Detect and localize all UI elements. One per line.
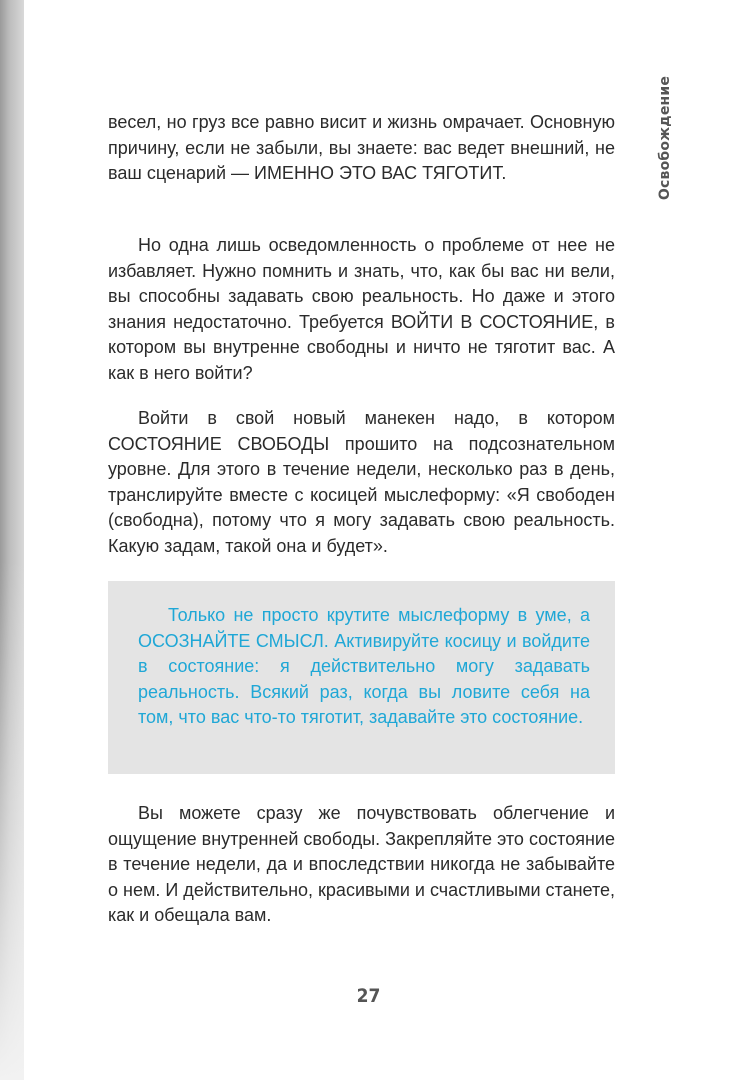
paragraph-4: Вы можете сразу же почувствовать облегчение и ощущение внутренней свободы. Закрепляйте это состояние в течение недели, да и впоследствии никогда не забывайте о нем. И действительно, красивыми и счастливыми станете, как и обещала вам. — [108, 803, 615, 926]
paragraph-3: Войти в свой новый манекен надо, в котором СОСТОЯНИЕ СВОБОДЫ прошито на подсознательном уровне. Для этого в течение недели, несколько раз в день, транслируйте вместе с косицей мыслеформу: «Я свободен (свободна), потому что я могу задавать свою реальность. Какую задам, такой она и будет». — [108, 408, 615, 556]
highlight-text: Только не просто крутите мыслеформу в уме, а ОСОЗНАЙТЕ СМЫСЛ. Активируйте косицу и войдите в состояние: я действительно могу задавать реальность. Всякий раз, когда вы ловите себя на том, что вас что-то тяготит, задавайте это состояние. — [138, 605, 590, 728]
highlight-box — [108, 581, 615, 774]
paragraph-1: весел, но груз все равно висит и жизнь омрачает. Основную причину, если не забыли, вы знаете: вас ведет внешний, не ваш сценарий — ИМЕННО ЭТО ВАС ТЯГОТИТ. — [108, 112, 615, 184]
page-number: 27 — [356, 985, 381, 1007]
running-head-text: Освобождение — [657, 75, 673, 201]
running-head — [655, 75, 675, 201]
paragraph-2: Но одна лишь осведомленность о проблеме от нее не избавляет. Нужно помнить и знать, что, как бы вас ни вели, вы способны задавать свою реальность. Но даже и этого знания недостаточно. Требуется ВОЙТИ В СОСТОЯНИЕ, в котором вы внутренне свободны и ничто не тяготит вас. А как в него войти? — [108, 235, 615, 383]
